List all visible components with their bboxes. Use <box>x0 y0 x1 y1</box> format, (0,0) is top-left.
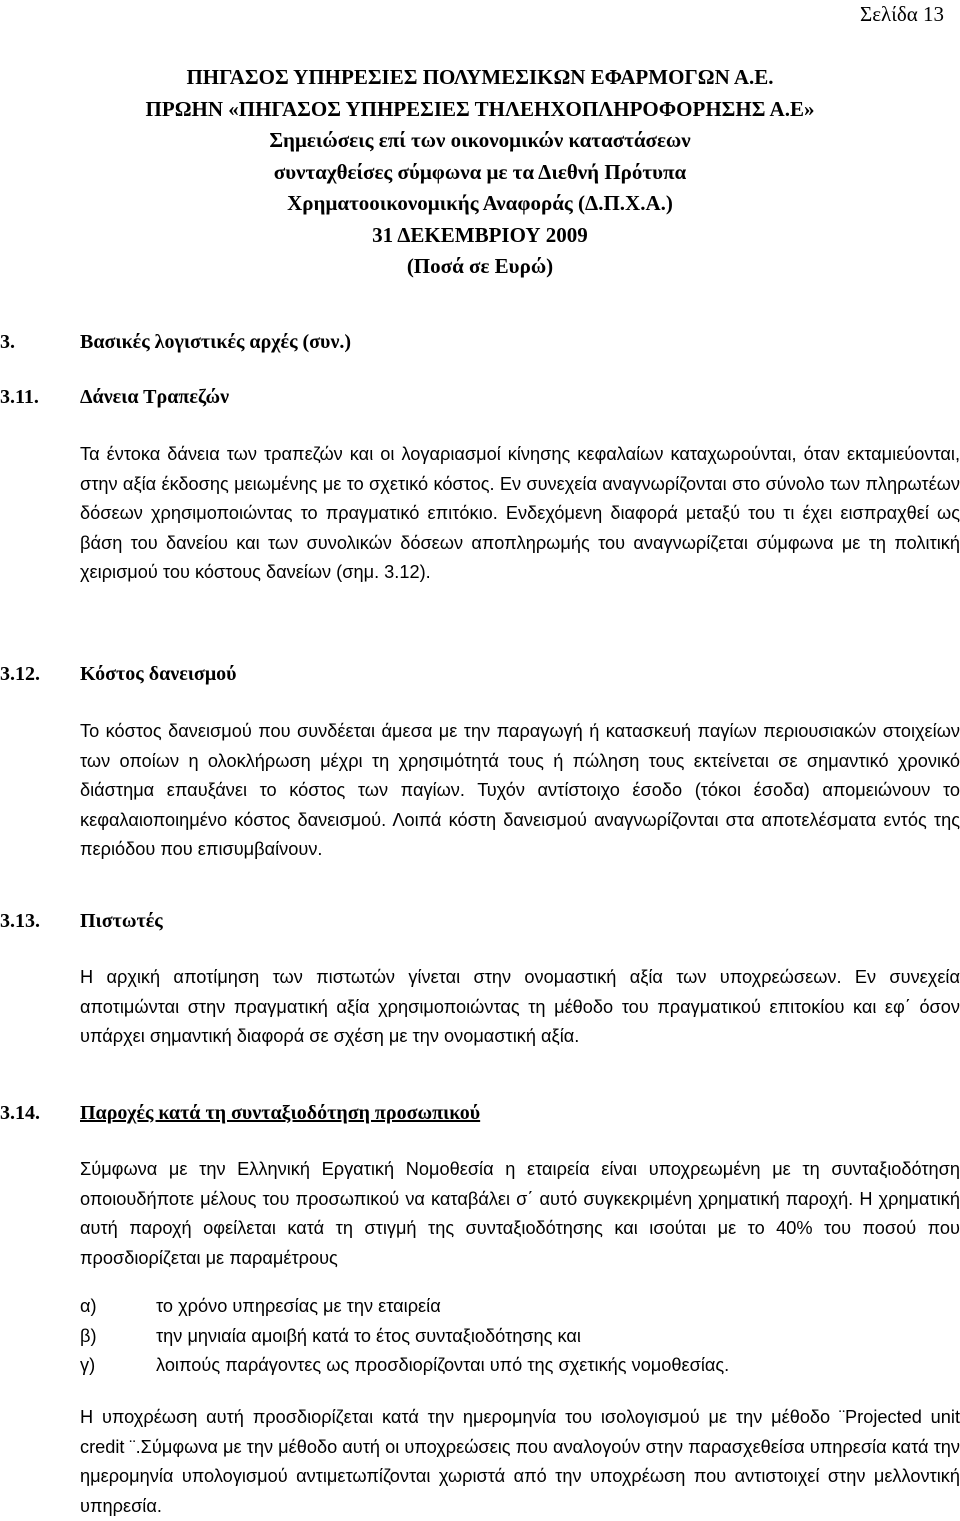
header-date: 31 ΔΕΚΕΜΒΡΙΟΥ 2009 <box>372 222 588 247</box>
section-3-11-heading <box>0 383 960 411</box>
list-item-text: την μηνιαία αμοιβή κατά το έτος συνταξιοδότησης και <box>156 1325 581 1346</box>
section-3-13-paragraph: Η αρχική αποτίμηση των πιστωτών γίνεται στην ονομαστική αξία των υποχρεώσεων. Εν συνεχεία αποτιμώνται στην πραγματική αξία χρησιμοποιώντας τη μέθοδο του πραγματικού επιτοκίου και εφ΄ όσον υπάρχει σημαντική διαφορά σε σχέση με την ονομαστική αξία. <box>80 967 960 1046</box>
section-3-11-paragraph: Τα έντοκα δάνεια των τραπεζών και οι λογαριασμοί κίνησης κεφαλαίων καταχωρούνται, όταν εκταμιεύονται, στην αξία έκδοσης μειωμένης με το σχετικό κόστος. Εν συνεχεία αναγνωρίζονται στο σύνολο των πληρωτέων δόσεων χρησιμοποιώντας το πραγματικό επιτόκιο. Ενδεχόμενη διαφορά μεταξύ του τι έχει εισπραχθεί ως βάση του δανείου και των συνολικών δόσεων αποπληρωμής του αναγνωρίζεται σύμφωνα με τη πολιτική χειρισμού του κόστους δανείων (σημ. 3.12). <box>80 444 960 582</box>
section-3-14-paragraph: Σύμφωνα με την Ελληνική Εργατική Νομοθεσία η εταιρεία είναι υποχρεωμένη με τη συνταξιοδότηση οποιουδήποτε μέλους του προσωπικού να καταβάλει σ΄ αυτό συγκεκριμένη χρηματική παροχή. Η χρηματική αυτή παροχή οφείλεται κατά τη στιγμή της συνταξιοδότησης και ισούται με το 40% του ποσού που προσδιορίζεται με παραμέτρους <box>80 1159 960 1268</box>
section-title: Κόστος δανεισμού <box>80 663 237 685</box>
parameters-list <box>80 1292 960 1381</box>
section-3-12-heading <box>0 660 960 688</box>
list-item <box>80 1351 960 1381</box>
section-3-12-paragraph: Το κόστος δανεισμού που συνδέεται άμεσα με την παραγωγή ή κατασκευή παγίων περιουσιακών στοιχείων των οποίων η ολοκλήρωση μέχρι τη χρησιμότητά τους ή πώληση τους εκτείνεται σε σημαντικό χρονικό διάστημα επαυξάνει το κόστος των παγίων. Τυχόν αντίστοιχο έσοδο (τόκοι έσοδα) απομειώνουν το κεφαλαιοποιημένο κόστος δανεισμού. Λοιπά κόστη δανεισμού αναγνωρίζονται στα αποτελέσματα εντός της περιόδου που επισυμβαίνουν. <box>80 721 960 859</box>
section-3-13 <box>0 907 960 935</box>
section-3-14-heading <box>0 1099 960 1127</box>
list-marker: γ) <box>80 1355 96 1375</box>
header-former-name: ΠΡΩΗΝ «ΠΗΓΑΣΟΣ ΥΠΗΡΕΣΙΕΣ ΤΗΛΕΗΧΟΠΛΗΡΟΦΟΡΗΣΗΣ Α.Ε» <box>145 96 815 121</box>
section-number: 3. <box>0 331 15 353</box>
page-number: Σελίδα 13 <box>859 2 944 26</box>
section-3-13-heading <box>0 907 960 935</box>
list-item-text: λοιπούς παράγοντες ως προσδιορίζονται υπό της σχετικής νομοθεσίας. <box>156 1355 730 1375</box>
header-notes-title: Σημειώσεις επί των οικονομικών καταστάσεων <box>269 128 691 152</box>
section-3-12 <box>0 660 960 688</box>
section-3-11-body <box>80 440 960 588</box>
section-number: 3.11. <box>0 386 39 408</box>
section-3-14-list <box>80 1292 960 1381</box>
list-item-text: το χρόνο υπηρεσίας με την εταιρεία <box>156 1296 441 1316</box>
header-standards-line: συνταχθείσες σύμφωνα με τα Διεθνή Πρότυπα <box>273 159 687 184</box>
section-3-12-body <box>80 717 960 865</box>
list-marker: β) <box>80 1325 97 1346</box>
section-title: Δάνεια Τραπεζών <box>80 386 230 408</box>
section-3-14 <box>0 1099 960 1127</box>
header-currency-note: (Ποσά σε Ευρώ) <box>406 254 554 278</box>
list-marker: α) <box>80 1296 97 1316</box>
section-3-14-body <box>80 1155 960 1273</box>
list-item <box>80 1292 960 1322</box>
section-title: Βασικές λογιστικές αρχές (συν.) <box>80 331 352 353</box>
document-header <box>0 62 960 283</box>
list-item <box>80 1322 960 1352</box>
section-number: 3.13. <box>0 910 40 932</box>
header-ifrs-line: Χρηματοοικονομικής Αναφοράς (Δ.Π.Χ.Α.) <box>287 191 673 215</box>
section-title: Πιστωτές <box>80 910 163 932</box>
section-3-14-paragraph-2: Η υποχρέωση αυτή προσδιορίζεται κατά την ημερομηνία του ισολογισμού με την μέθοδο ¨Projected unit credit ¨.Σύμφωνα με την μέθοδο αυτή οι υποχρεώσεις που αναλογούν στην παρασχεθείσα υπηρεσία κατά την ημερομηνία υπολογισμού αντιμετωπίζονται χωριστά από την υποχρέωση που αντιστοιχεί στην μελλοντική υπηρεσία. <box>80 1407 960 1516</box>
section-3-11 <box>0 383 960 411</box>
section-number: 3.12. <box>0 663 40 685</box>
section-3-heading <box>0 328 960 356</box>
section-3-13-body <box>80 963 960 1052</box>
section-3-14-body-2 <box>80 1403 960 1521</box>
section-number: 3.14. <box>0 1102 40 1124</box>
header-company-name: ΠΗΓΑΣΟΣ ΥΠΗΡΕΣΙΕΣ ΠΟΛΥΜΕΣΙΚΩΝ ΕΦΑΡΜΟΓΩΝ Α.Ε. <box>186 65 774 89</box>
section-3 <box>0 328 960 356</box>
section-title: Παροχές κατά τη συνταξιοδότηση προσωπικού <box>80 1102 481 1124</box>
